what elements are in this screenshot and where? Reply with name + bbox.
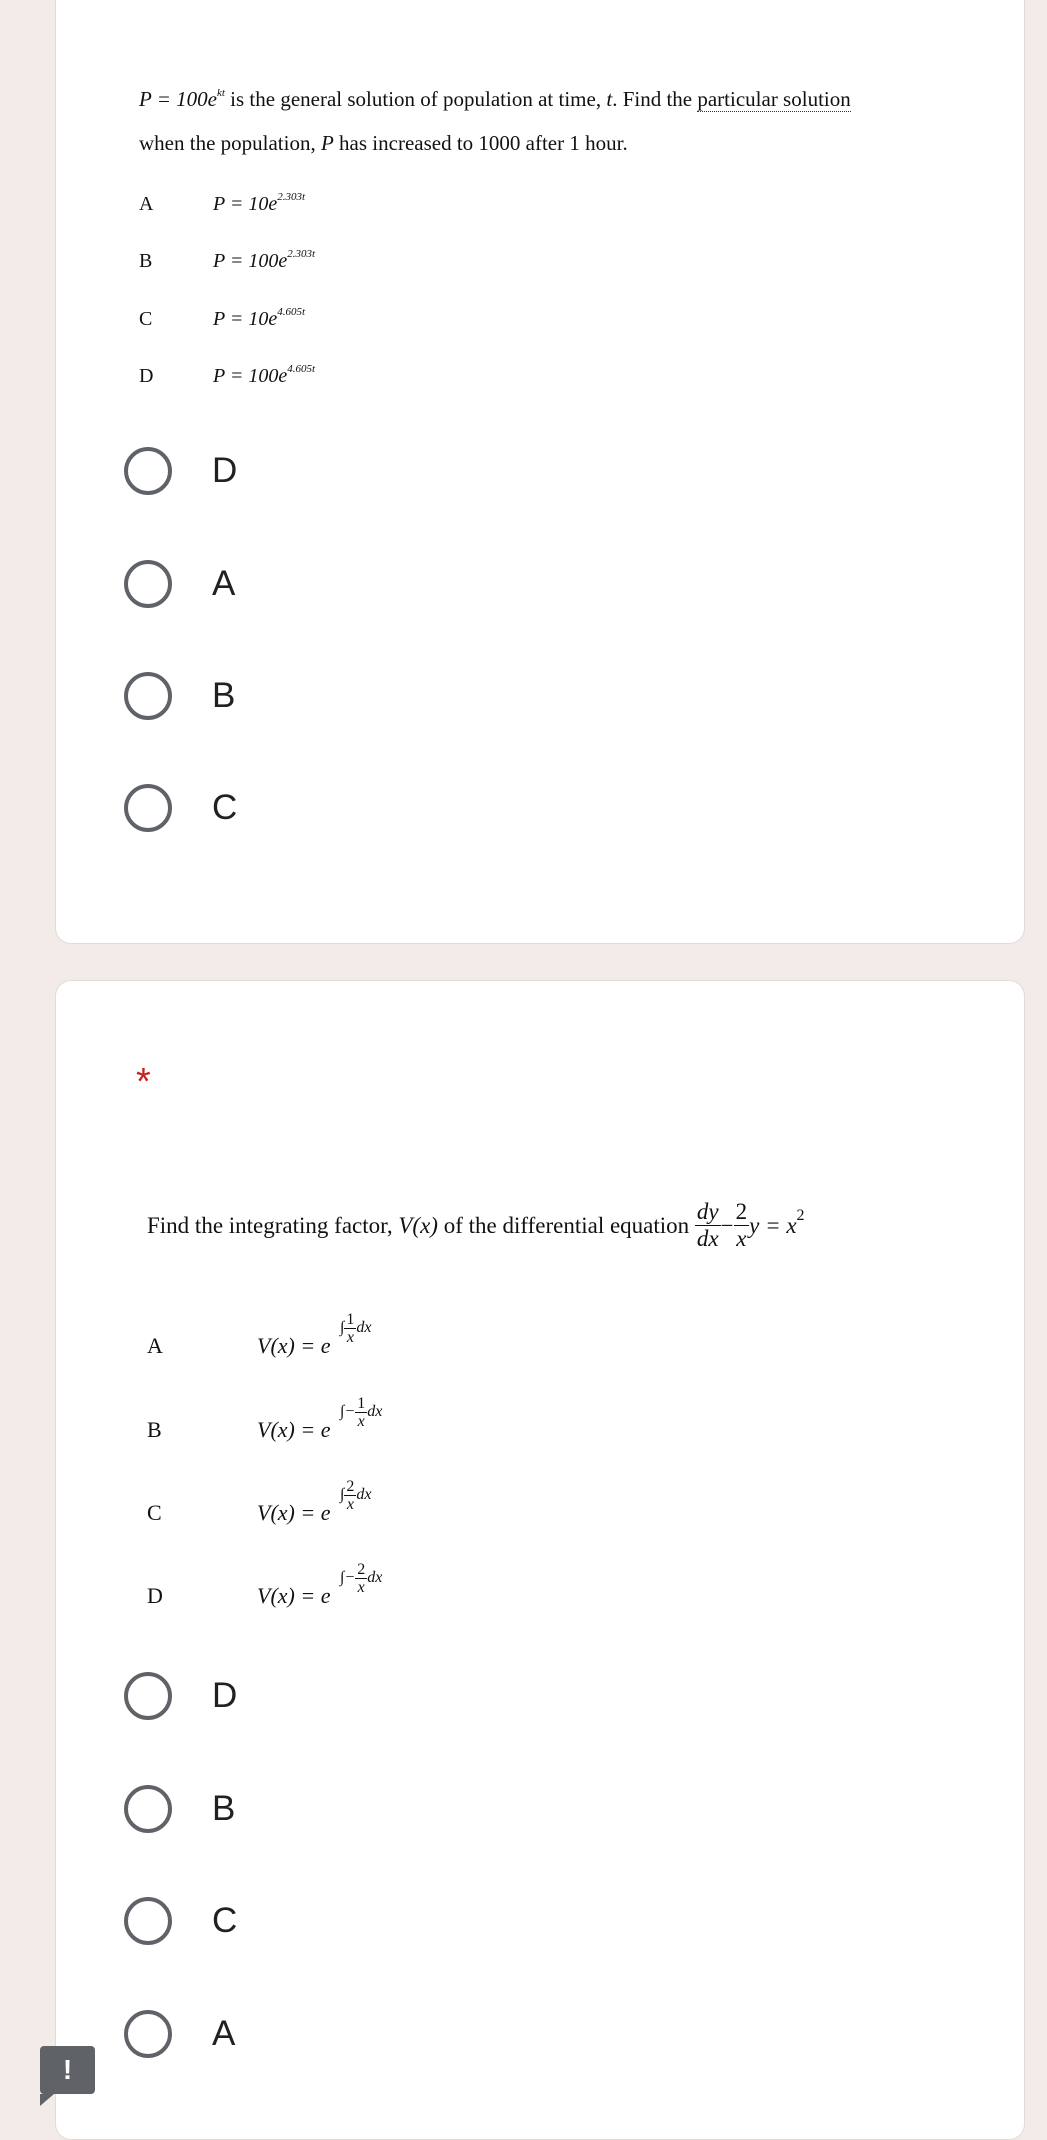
option-d-row: D V(x) = e ∫− $\frac{2}{x}$ dx bbox=[147, 1561, 383, 1608]
q1-radio-choice-2[interactable]: A bbox=[124, 556, 235, 612]
radio-button[interactable] bbox=[124, 1897, 172, 1945]
report-issue-button[interactable] bbox=[40, 2046, 95, 2094]
required-asterisk: * bbox=[136, 1061, 151, 1103]
question-card-1: $P = 100e^{kt}$ is the general solution of population at time, t. Find the particular solution when the population, P has increased to 1000 after 1 hour. A $P = 10e^{2.303t}$ B $P = 100e^{2.303t}$ C $P = 10e^{4.605t}$ D $P = 100e^{4.605t}$ D A B C bbox=[55, 0, 1025, 944]
q2-radio-choice-3[interactable]: C bbox=[124, 1893, 237, 1949]
general-solution-equation: $P = 100e^{kt}$ bbox=[139, 87, 225, 111]
q2-radio-choice-1[interactable]: D bbox=[124, 1668, 237, 1724]
option-b-row: B V(x) = e ∫− $\frac{1}{x}$ dx bbox=[147, 1395, 383, 1442]
radio-button[interactable] bbox=[124, 672, 172, 720]
q1-radio-choice-3[interactable]: B bbox=[124, 668, 235, 724]
particular-solution-link[interactable]: particular solution bbox=[697, 87, 851, 111]
radio-button[interactable] bbox=[124, 1672, 172, 1720]
option-c-row: C V(x) = e ∫ $\frac{2}{x}$ dx bbox=[147, 1478, 372, 1525]
option-a-row: A V(x) = e ∫ $\frac{1}{x}$ dx bbox=[147, 1311, 372, 1358]
q1-radio-choice-4[interactable]: C bbox=[124, 780, 237, 836]
question-1-text: $P = 100e^{kt}$ is the general solution of population at time, t. Find the particular solution when the population, P has increased to 1000 after 1 hour. bbox=[139, 87, 851, 155]
radio-button[interactable] bbox=[124, 447, 172, 495]
radio-button[interactable] bbox=[124, 1785, 172, 1833]
radio-button[interactable] bbox=[124, 560, 172, 608]
q1-radio-choice-1[interactable]: D bbox=[124, 443, 237, 499]
q2-radio-choice-2[interactable]: B bbox=[124, 1781, 235, 1837]
radio-button[interactable] bbox=[124, 2010, 172, 2058]
radio-button[interactable] bbox=[124, 784, 172, 832]
exclamation-icon: ! bbox=[62, 2054, 73, 2085]
question-2-text: Find the integrating factor, V(x) of the differential equation $\frac{dy}{dx}$ − $\frac{2}{x}$ y = x 2 bbox=[147, 1199, 805, 1251]
q2-radio-choice-4[interactable]: A bbox=[124, 2006, 235, 2062]
dy-dx-fraction: $\frac{dy}{dx}$ bbox=[696, 1199, 719, 1251]
two-over-x-fraction: $\frac{2}{x}$ bbox=[735, 1199, 748, 1251]
question-card-2 bbox=[55, 980, 1025, 2140]
